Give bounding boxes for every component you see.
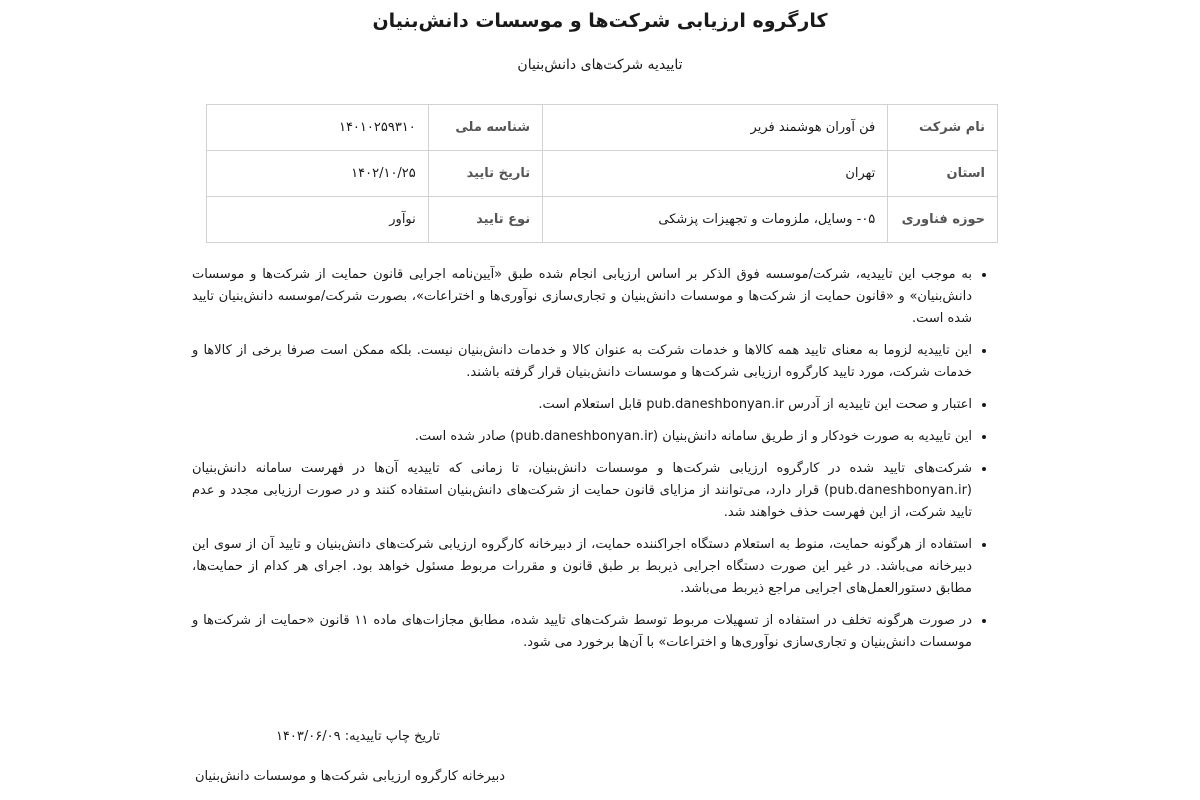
secretariat-signature: دبیرخانه کارگروه ارزیابی شرکت‌ها و موسسات دانش‌بنیان [194,769,505,784]
list-item: • به موجب این تاییدیه، شرکت/موسسه فوق الذکر بر اساس ارزیابی انجام شده طبق «آیین‌نامه اجرایی قانون حمایت از شرکت‌ها و موسسات دانش‌بنیان» و «قانون حمایت از شرکت‌ها و موسسات دانش‌بنیان و تجاری‌سازی نوآوری‌ها و اختراعات»، بصورت شرکت/موسسه دانش‌بنیان تایید شده است. [192,264,972,330]
document-subtitle: تاییدیه شرکت‌های دانش‌بنیان [517,57,683,73]
tech-field-label: حوزه فناوری [888,197,998,243]
list-item: • در صورت هرگونه تخلف در استفاده از تسهیلات مربوط توسط شرکت‌های تایید شده، مطابق مجازات‌های ماده ۱۱ قانون «حمایت از شرکت‌ها و موسسات دانش‌بنیان و تجاری‌سازی نوآوری‌ها و اختراعات» با آن‌ها برخورد می شود. [192,610,972,654]
list-item: • این تاییدیه به صورت خودکار و از طریق سامانه دانش‌بنیان (pub.daneshbonyan.ir) صادر شده است. [192,426,972,448]
tech-field-value: ۰۵- وسایل، ملزومات و تجهیزات پزشکی [543,197,888,243]
province-value: تهران [543,151,888,197]
notes-list [192,264,988,664]
print-date-value: ۱۴۰۳/۰۶/۰۹ [275,729,341,744]
approval-type-value: نوآور [207,197,429,243]
list-item: • این تاییدیه لزوما به معنای تایید همه کالاها و خدمات شرکت به عنوان کالا و خدمات دانش‌بنیان نیست. بلکه ممکن است صرفا برخی از کالاها و خدمات شرکت، مورد تایید کارگروه ارزیابی شرکت‌ها و موسسات دانش‌بنیان قرار گرفته باشند. [192,340,972,384]
table-row [207,151,998,197]
company-name-value: فن آوران هوشمند فریر [543,105,888,151]
table-row [207,105,998,151]
approval-type-label: نوع تایید [428,197,542,243]
table-row [207,197,998,243]
print-date-label: تاریخ چاپ تاییدیه: [344,729,440,744]
company-name-label: نام شرکت [888,105,998,151]
province-label: استان [888,151,998,197]
company-info-table [206,104,998,243]
approval-date-label: تاریخ تایید [428,151,542,197]
list-item: • شرکت‌های تایید شده در کارگروه ارزیابی شرکت‌ها و موسسات دانش‌بنیان، تا زمانی که تاییدیه آن‌ها در فهرست سامانه دانش‌بنیان (pub.daneshbonyan.ir) قرار دارد، می‌توانند از مزایای قانون حمایت از شرکت‌های دانش‌بنیان استفاده کنند و در صورت ارزیابی مجدد و عدم تایید شرکت، از این فهرست حذف خواهند شد. [192,458,972,524]
list-item: • اعتبار و صحت این تاییدیه از آدرس pub.daneshbonyan.ir قابل استعلام است. [192,394,972,416]
approval-date-value: ۱۴۰۲/۱۰/۲۵ [207,151,429,197]
print-date [250,726,440,748]
national-id-value: ۱۴۰۱۰۲۵۹۳۱۰ [207,105,429,151]
document-title: کارگروه ارزیابی شرکت‌ها و موسسات دانش‌بنیان [372,10,828,32]
list-item: • استفاده از هرگونه حمایت، منوط به استعلام دستگاه اجراکننده حمایت، از دبیرخانه کارگروه ارزیابی شرکت‌های دانش‌بنیان و تایید آن از سوی این دبیرخانه می‌باشد. در غیر این صورت دستگاه اجرایی ذیربط بر طبق قانون و مقررات مربوط مسئول خواهد بود. اجرای هر کدام از حمایت‌ها، مطابق دستورالعمل‌های اجرایی مراجع ذیربط می‌باشد. [192,534,972,600]
national-id-label: شناسه ملی [428,105,542,151]
